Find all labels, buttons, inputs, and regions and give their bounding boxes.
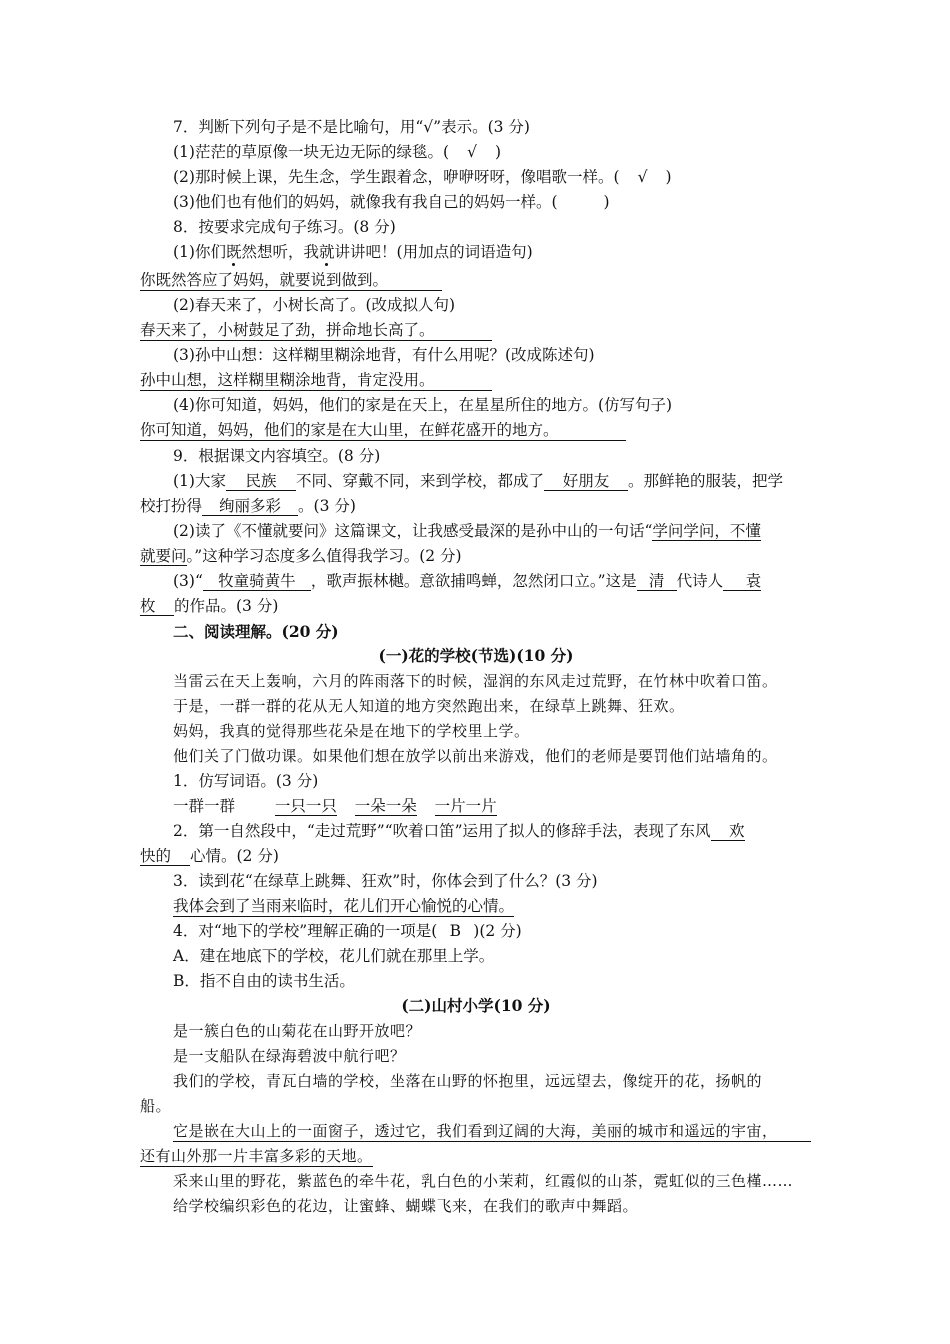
passage-1-title: (一)花的学校(节选)(10 分) xyxy=(378,646,574,665)
q9-line-6: 枚 的作品。(3 分) xyxy=(140,597,279,615)
section-title: 二、阅读理解。(20 分) xyxy=(173,622,339,641)
q9-blank-3[interactable]: 绚丽多彩 xyxy=(202,497,298,516)
p1-q1-answers: 一群一群 一只一只 一朵一朵 一片一片 xyxy=(173,797,497,815)
emphasis-dot: 既 xyxy=(225,243,242,261)
p1-q4-answer[interactable]: B xyxy=(449,922,461,940)
passage-2-title: (二)山村小学(10 分) xyxy=(401,996,551,1015)
q9-blank-4b[interactable]: 就要问 xyxy=(140,547,187,565)
q8-prompt-3: (3)孙中山想：这样糊里糊涂地背，有什么用呢？(改成陈述句) xyxy=(173,346,595,364)
q9-blank-4a[interactable]: 学问学问，不懂 xyxy=(652,522,761,540)
passage-1-para: 他们关了门做功课。如果他们想在放学以前出来游戏，他们的老师是要罚他们站墙角的。 xyxy=(173,747,778,765)
passage-1-para: 妈妈，我真的觉得那些花朵是在地下的学校里上学。 xyxy=(173,722,530,740)
passage-2-underlined: 还有山外那一片丰富多彩的天地。 xyxy=(140,1147,373,1165)
p1-q4: 4．对“地下的学校”理解正确的一项是( B )(2 分) xyxy=(173,922,522,940)
emphasis-dot: 就 xyxy=(319,243,335,261)
q9-line-5: (3)“ 牧童骑黄牛 ，歌声振林樾。意欲捕鸣蝉，忽然闭口立。”这是 清 代诗人 袁 xyxy=(173,572,762,590)
q8-answer-1[interactable]: 你既然答应了妈妈，就要说到做到。 xyxy=(140,270,812,291)
p1-q1-answer[interactable]: 一片一片 xyxy=(434,797,497,815)
passage-2-underlined: 它是嵌在大山上的一面窗子，透过它，我们看到辽阔的大海，美丽的城市和遥远的宇宙， xyxy=(173,1121,845,1142)
p1-q3: 3．读到花“在绿草上跳舞、狂欢”时，你体会到了什么？(3 分) xyxy=(173,872,598,890)
q8-prompt-1: (1)你们既然想听，我就讲讲吧！(用加点的词语造句) xyxy=(173,243,533,261)
p1-q1-answer[interactable]: 一朵一朵 xyxy=(354,797,417,815)
q9-blank-7a[interactable]: 袁 xyxy=(723,572,761,591)
p1-q2-blank[interactable]: 欢 xyxy=(711,822,745,841)
passage-2-line: 船。 xyxy=(140,1097,172,1115)
q9-blank-5[interactable]: 牧童骑黄牛 xyxy=(203,572,311,591)
p1-q4-option-a[interactable]: A．建在地底下的学校，花儿们就在那里上学。 xyxy=(173,947,495,965)
p1-q1: 1．仿写词语。(3 分) xyxy=(173,772,319,790)
q9-line-1: (1)大家 民族 不同、穿戴不同，来到学校，都成了 好朋友 。那鲜艳的服装，把学 xyxy=(173,472,783,490)
p1-q3-answer[interactable]: 我体会到了当雨来临时，花儿们开心愉悦的心情。 xyxy=(173,897,515,915)
q7-item-3: (3)他们也有他们的妈妈，就像我有我自己的妈妈一样。( ) xyxy=(173,193,610,211)
q8-answer-4[interactable]: 你可知道，妈妈，他们的家是在大山里，在鲜花盛开的地方。 xyxy=(140,420,812,441)
q9-line-2: 校打扮得 绚丽多彩 。(3 分) xyxy=(140,497,356,515)
q8-answer-2[interactable]: 春天来了，小树鼓足了劲，拼命地长高了。 xyxy=(140,320,812,341)
p1-q2-blank[interactable]: 快的 xyxy=(140,847,190,866)
q9-blank-6[interactable]: 清 xyxy=(637,572,677,591)
p1-q2: 2．第一自然段中，“走过荒野”“吹着口笛”运用了拟人的修辞手法，表现了东风 欢 xyxy=(173,822,745,840)
q8-prompt-2: (2)春天来了，小树长高了。(改成拟人句) xyxy=(173,296,456,314)
q8-answer-3[interactable]: 孙中山想，这样糊里糊涂地背，肯定没用。 xyxy=(140,370,812,391)
q9-line-4: 就要问。”这种学习态度多么值得我学习。(2 分) xyxy=(140,547,462,565)
q7-item-1: (1)茫茫的草原像一块无边无际的绿毯。( √ ) xyxy=(173,143,502,161)
p1-q4-option-b[interactable]: B．指不自由的读书生活。 xyxy=(173,972,355,990)
q7-item-2: (2)那时候上课，先生念，学生跟着念，咿咿呀呀，像唱歌一样。( √ ) xyxy=(173,168,672,186)
q7-answer-2[interactable]: √ xyxy=(637,168,648,186)
passage-2-line: 采来山里的野花，紫蓝色的牵牛花，乳白色的小茉莉，红霞似的山茶，霓虹似的三色槿…… xyxy=(173,1172,794,1190)
q9-line-3: (2)读了《不懂就要问》这篇课文，让我感受最深的是孙中山的一句话“学问学问，不懂 xyxy=(173,522,761,540)
q9-blank-2[interactable]: 好朋友 xyxy=(544,472,628,491)
p1-q2-cont: 快的 心情。(2 分) xyxy=(140,847,279,865)
q7-answer-1[interactable]: √ xyxy=(467,143,477,161)
passage-1-para: 当雷云在天上轰响，六月的阵雨落下的时候，湿润的东风走过荒野，在竹林中吹着口笛。 xyxy=(173,672,778,690)
passage-2-line: 给学校编织彩色的花边，让蜜蜂、蝴蝶飞来，在我们的歌声中舞蹈。 xyxy=(173,1197,639,1215)
passage-2-line: 我们的学校，青瓦白墙的学校，坐落在山野的怀抱里，远远望去，像绽开的花，扬帆的 xyxy=(173,1072,763,1090)
q9-blank-7b[interactable]: 枚 xyxy=(140,597,174,616)
passage-1-para: 于是，一群一群的花从无人知道的地方突然跑出来，在绿草上跳舞、狂欢。 xyxy=(173,697,685,715)
passage-2-line: 是一簇白色的山菊花在山野开放吧？ xyxy=(173,1022,422,1040)
passage-2-line: 是一支船队在绿海碧波中航行吧？ xyxy=(173,1047,406,1065)
p1-q1-answer[interactable]: 一只一只 xyxy=(274,797,337,815)
q8-title: 8．按要求完成句子练习。(8 分) xyxy=(173,218,396,236)
q8-prompt-4: (4)你可知道，妈妈，他们的家是在天上，在星星所住的地方。(仿写句子) xyxy=(173,396,673,414)
q9-title: 9．根据课文内容填空。(8 分) xyxy=(173,447,381,465)
q7-title: 7．判断下列句子是不是比喻句，用“√”表示。(3 分) xyxy=(173,118,530,136)
q9-blank-1[interactable]: 民族 xyxy=(226,472,296,491)
